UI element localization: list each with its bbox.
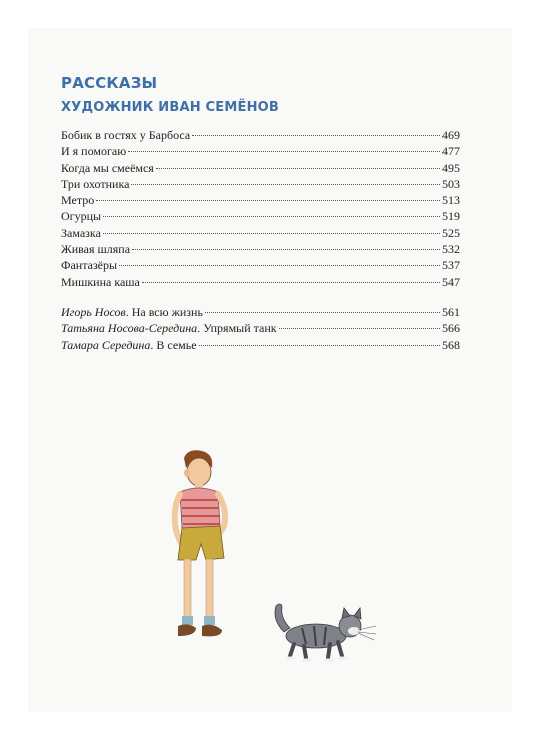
- entry-author: Игорь Носов: [61, 305, 126, 319]
- entry-title: И я помогаю: [61, 144, 127, 159]
- toc-entry[interactable]: [61, 242, 460, 258]
- entry-page: 547: [442, 274, 460, 289]
- cat-illustration: [266, 598, 380, 664]
- entry-title: Татьяна Носова-Середина. Упрямый танк: [61, 321, 277, 336]
- dot-leader: [192, 135, 440, 136]
- entry-page: 566: [442, 321, 460, 336]
- toc-entry[interactable]: [61, 128, 460, 144]
- entry-title: Игорь Носов. На всю жизнь: [61, 305, 203, 319]
- toc-entry[interactable]: [61, 193, 460, 209]
- toc-entry[interactable]: [61, 177, 460, 193]
- toc-entry[interactable]: [61, 305, 460, 321]
- toc-entry[interactable]: [61, 161, 460, 177]
- book-page: [28, 28, 512, 712]
- dot-leader: [131, 184, 440, 185]
- toc-entry[interactable]: [61, 144, 460, 160]
- entry-title: Огурцы: [61, 209, 102, 224]
- dot-leader: [142, 282, 440, 283]
- entry-title: Когда мы смеёмся: [61, 160, 154, 175]
- entry-author: Тамара Середина: [61, 337, 151, 352]
- memoirs-list: [61, 305, 460, 354]
- toc-entry[interactable]: [61, 209, 460, 225]
- dot-leader: [156, 168, 440, 169]
- entry-page: 568: [442, 337, 460, 352]
- illustrator-credit: ХУДОЖНИК ИВАН СЕМЁНОВ: [61, 100, 280, 115]
- boy-illustration: [162, 448, 232, 646]
- toc-entry[interactable]: [61, 275, 460, 291]
- stories-list: [61, 128, 460, 291]
- entry-page: 513: [442, 193, 460, 208]
- entry-title: Мишкина каша: [61, 274, 140, 289]
- entry-page: 469: [442, 128, 460, 142]
- section-title: РАССКАЗЫ: [61, 74, 158, 92]
- dot-leader: [279, 328, 440, 329]
- entry-author: Татьяна Носова-Середина: [61, 321, 198, 336]
- toc-entry[interactable]: [61, 338, 460, 354]
- entry-title: Замазка: [61, 225, 101, 240]
- dot-leader: [199, 345, 440, 346]
- dot-leader: [128, 151, 440, 152]
- entry-work: На всю жизнь: [131, 305, 203, 319]
- entry-title: Живая шляпа: [61, 242, 131, 257]
- entry-title: Бобик в гостях у Барбоса: [61, 128, 191, 142]
- dot-leader: [103, 216, 440, 217]
- dot-leader: [205, 312, 440, 313]
- entry-page: 561: [442, 305, 460, 319]
- entry-title: Фантазёры: [61, 258, 118, 273]
- entry-page: 503: [442, 176, 460, 191]
- entry-title: Метро: [61, 193, 95, 208]
- entry-page: 525: [442, 225, 460, 240]
- entry-work: Упрямый танк: [203, 321, 277, 336]
- entry-title: Тамара Середина. В семье: [61, 337, 197, 352]
- toc-entry[interactable]: [61, 226, 460, 242]
- dot-leader: [132, 249, 440, 250]
- entry-page: 532: [442, 242, 460, 257]
- entry-page: 537: [442, 258, 460, 273]
- entry-title: Три охотника: [61, 176, 130, 191]
- toc-entry[interactable]: [61, 258, 460, 274]
- entry-page: 519: [442, 209, 460, 224]
- entry-page: 495: [442, 160, 460, 175]
- dot-leader: [119, 265, 440, 266]
- entry-page: 477: [442, 144, 460, 159]
- entry-work: В семье: [156, 337, 197, 352]
- dot-leader: [96, 200, 440, 201]
- dot-leader: [103, 233, 440, 234]
- toc-entry[interactable]: [61, 321, 460, 337]
